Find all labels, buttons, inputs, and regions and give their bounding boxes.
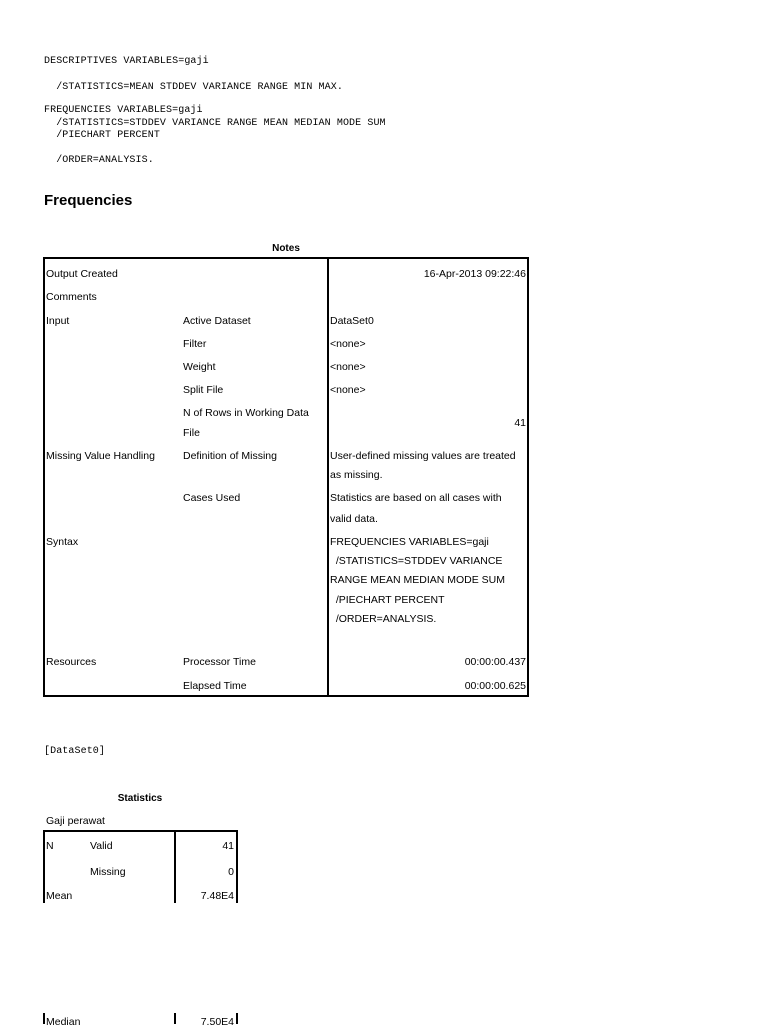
notes-border-right (527, 257, 529, 697)
notes-n-rows-label-1: N of Rows in Working Data (183, 407, 309, 419)
statistics-median-label: Median (46, 1016, 81, 1028)
notes-input-label: Input (46, 315, 70, 327)
notes-syntax-value-5: /ORDER=ANALYSIS. (330, 613, 437, 625)
notes-comments-label: Comments (46, 291, 97, 303)
statistics-valid-value: 41 (222, 840, 234, 852)
notes-title: Notes (272, 243, 300, 254)
notes-weight-value: <none> (330, 361, 366, 373)
statistics-border-middle-continued (174, 1013, 176, 1024)
statistics-missing-value: 0 (228, 866, 234, 878)
syntax-frequencies-line-4: /ORDER=ANALYSIS. (44, 155, 154, 166)
notes-elapsed-time-label: Elapsed Time (183, 680, 247, 692)
dataset-marker: [DataSet0] (44, 746, 106, 757)
statistics-title: Statistics (117, 793, 163, 804)
notes-syntax-label: Syntax (46, 536, 79, 548)
statistics-median-value: 7.50E4 (200, 1016, 234, 1028)
statistics-missing-label: Missing (90, 866, 126, 878)
notes-split-file-label: Split File (183, 384, 224, 396)
notes-n-rows-value: 41 (514, 417, 526, 429)
statistics-mean-label: Mean (46, 890, 73, 902)
syntax-frequencies-line-1: FREQUENCIES VARIABLES=gaji (44, 105, 203, 116)
notes-definition-value-1: User-defined missing values are treated (330, 450, 516, 462)
notes-output-created-value: 16-Apr-2013 09:22:46 (423, 268, 526, 280)
statistics-n-label: N (46, 840, 54, 852)
notes-active-dataset-value: DataSet0 (330, 315, 374, 327)
notes-cases-used-label: Cases Used (183, 492, 241, 504)
notes-split-file-value: <none> (330, 384, 366, 396)
notes-syntax-value-1: FREQUENCIES VARIABLES=gaji (330, 536, 489, 548)
notes-syntax-value-4: /PIECHART PERCENT (330, 594, 445, 606)
notes-cases-used-value-1: Statistics are based on all cases with (330, 492, 502, 504)
syntax-descriptives-line-2: /STATISTICS=MEAN STDDEV VARIANCE RANGE MIN MAX. (44, 82, 343, 93)
notes-output-created-label: Output Created (46, 268, 118, 280)
syntax-frequencies-line-2: /STATISTICS=STDDEV VARIANCE RANGE MEAN MEDIAN MODE SUM (44, 118, 386, 129)
statistics-mean-value: 7.48E4 (200, 890, 234, 902)
section-title: Frequencies (44, 192, 133, 209)
statistics-border-left-continued (43, 1013, 45, 1024)
notes-filter-label: Filter (183, 338, 207, 350)
notes-processor-time-label: Processor Time (183, 656, 256, 668)
notes-border-left (43, 257, 45, 697)
syntax-frequencies-line-3: /PIECHART PERCENT (44, 130, 160, 141)
notes-filter-value: <none> (330, 338, 366, 350)
notes-resources-label: Resources (46, 656, 97, 668)
notes-definition-label: Definition of Missing (183, 450, 277, 462)
notes-definition-value-2: as missing. (330, 469, 383, 481)
notes-processor-time-value: 00:00:00.437 (464, 656, 526, 668)
notes-border-top (43, 257, 529, 259)
notes-active-dataset-label: Active Dataset (183, 315, 251, 327)
statistics-variable-label: Gaji perawat (46, 815, 105, 827)
statistics-valid-label: Valid (90, 840, 113, 852)
statistics-border-right-continued (236, 1013, 238, 1024)
syntax-descriptives-line-1: DESCRIPTIVES VARIABLES=gaji (44, 56, 209, 67)
notes-border-middle (327, 257, 329, 697)
notes-weight-label: Weight (183, 361, 216, 373)
notes-syntax-value-2: /STATISTICS=STDDEV VARIANCE (330, 555, 503, 567)
statistics-border-top (43, 830, 238, 832)
notes-missing-label: Missing Value Handling (46, 450, 155, 462)
statistics-border-middle (174, 830, 176, 903)
notes-syntax-value-3: RANGE MEAN MEDIAN MODE SUM (330, 574, 506, 586)
notes-elapsed-time-value: 00:00:00.625 (464, 680, 526, 692)
statistics-border-left (43, 830, 45, 903)
notes-cases-used-value-2: valid data. (330, 513, 378, 525)
notes-n-rows-label-2: File (183, 427, 200, 439)
statistics-border-right (236, 830, 238, 903)
